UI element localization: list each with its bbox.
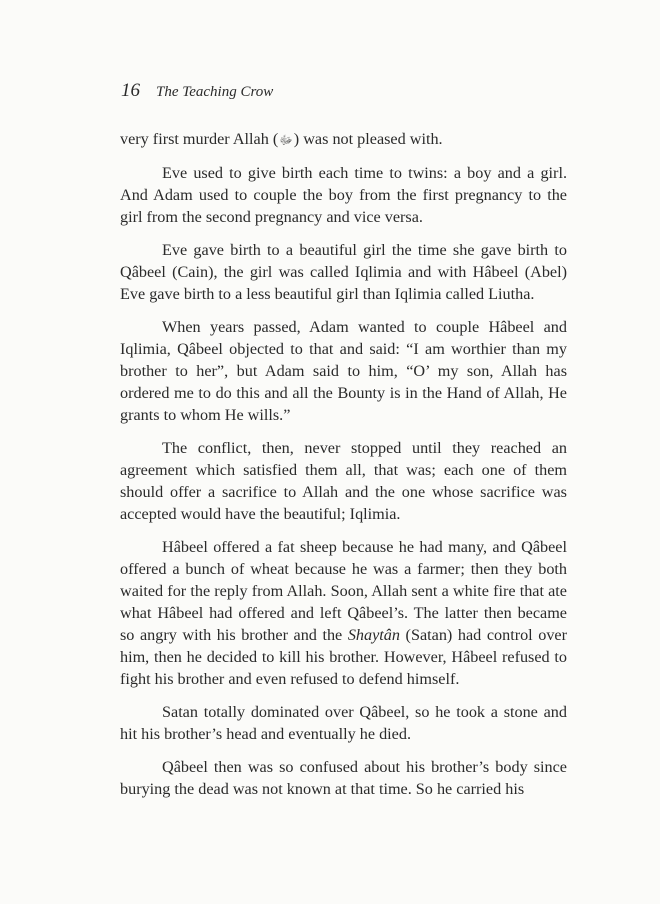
italic-term: Shaytân — [347, 626, 400, 644]
page-header — [121, 80, 273, 106]
text-span: ) was not pleased with. — [293, 130, 443, 148]
text-span: Hâbeel offered a fat sheep because he had many, and Qâbeel offered a bunch of wheat because he was a farmer; then they both waited for the reply from Allah. Soon, Allah sent a white fire that ate what Hâbeel had offered and left Qâbeel’s. The latter then became so angry with his brother and the — [120, 538, 567, 644]
paragraph: Satan totally dominated over Qâbeel, so he took a stone and hit his brother’s head and eventually he died. — [120, 703, 567, 743]
paragraph: Eve gave birth to a beautiful girl the time she gave birth to Qâbeel (Cain), the girl was called Iqlimia and with Hâbeel (Abel) Eve gave birth to a less beautiful girl than Iqlimia called Liutha. — [120, 241, 567, 303]
honorific-symbol: ﷻ — [279, 133, 293, 147]
running-title: The Teaching Crow — [156, 84, 274, 100]
paragraph: Qâbeel then was so confused about his brother’s body since burying the dead was not known at that time. So he carried his — [120, 758, 567, 798]
paragraph — [120, 536, 567, 690]
text-span: very first murder Allah ( — [120, 130, 279, 148]
paragraph: Eve used to give birth each time to twins: a boy and a girl. And Adam used to couple the boy from the first pregnancy to the girl from the second pregnancy and vice versa. — [120, 164, 567, 226]
page-number: 16 — [121, 80, 140, 101]
paragraph: When years passed, Adam wanted to couple Hâbeel and Iqlimia, Qâbeel objected to that and said: “I am worthier than my brother to her”, but Adam said to him, “O’ my son, Allah has ordered me to do this and all the Bounty is in the Hand of Allah, He grants to whom He wills.” — [120, 318, 567, 424]
paragraph: The conflict, then, never stopped until they reached an agreement which satisfied them all, that was; each one of them should offer a sacrifice to Allah and the one whose sacrifice was accepted would have the beautiful; Iqlimia. — [120, 439, 567, 523]
body-text — [120, 128, 567, 811]
text-span: (Satan) had control over him, then he decided to kill his brother. However, Hâbeel refused to fight his brother and even refused to defend himself. — [120, 626, 568, 688]
paragraph — [120, 128, 567, 151]
